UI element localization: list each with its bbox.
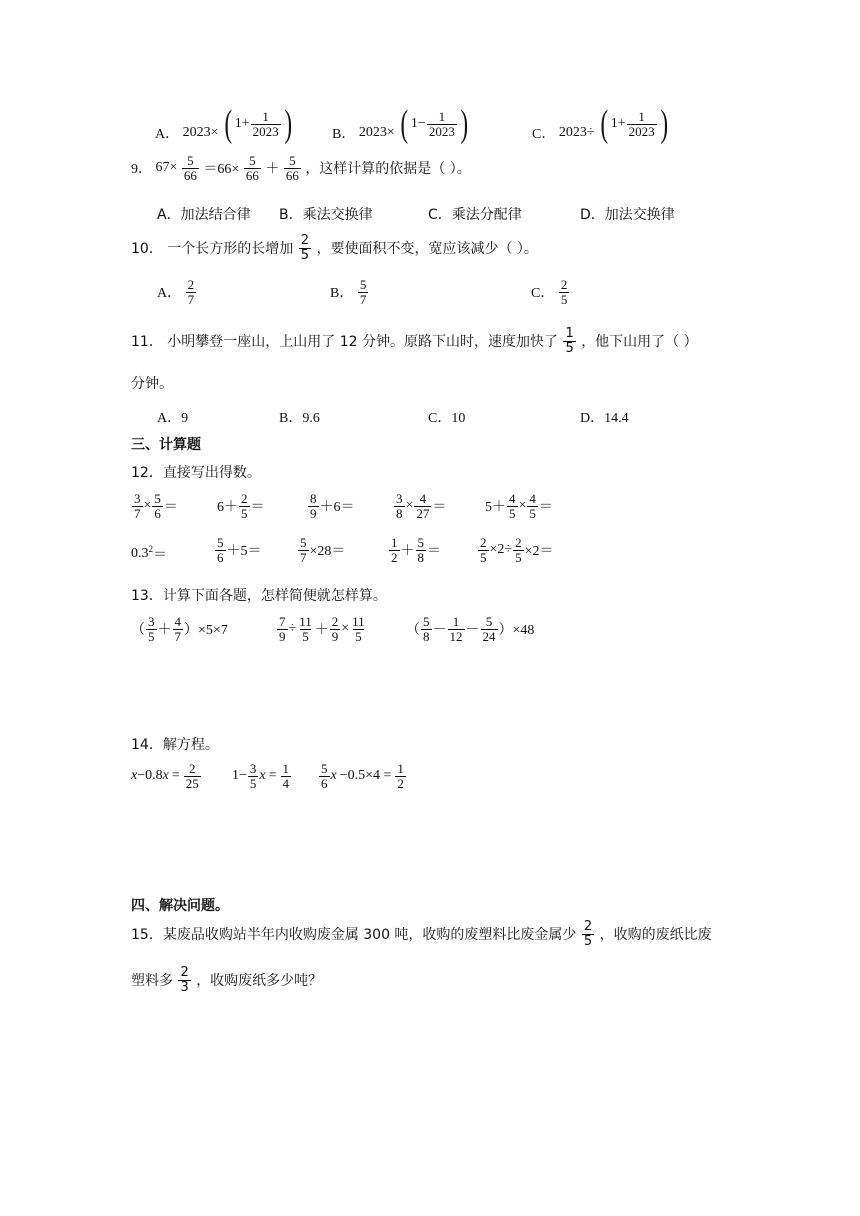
- q11-question-line2: 分钟。: [131, 376, 173, 392]
- q15-question: 15．某废品收购站半年内收购废金属 300 吨，收购的废塑料比废金属少 $\frac{2}{5}$ ，收购的废纸比废: [131, 919, 712, 949]
- q13-expr-2: $\frac{7}{9}$ ÷ $\frac{11}{5}$ ＋ $\frac{2}{9}$ × $\frac{11}{5}$: [279, 614, 365, 644]
- fraction: $\frac{1}{2023}$: [252, 108, 279, 139]
- section3-heading: 三、计算题: [131, 437, 201, 453]
- q12-title: 12．直接写出得数。: [131, 465, 261, 481]
- q12-expr-4: $\frac{3}{8}$ × $\frac{4}{27}$ ＝: [396, 491, 447, 521]
- q12-expr-3: $\frac{8}{9}$ ＋6＝: [310, 491, 355, 521]
- fraction: $\frac{1}{2023}$: [628, 108, 655, 139]
- q9-question: 9． 67× $\frac{5}{66}$ ＝66× $\frac{5}{66}$ ＋ $\frac{5}{66}$ ，这样计算的依据是（ ）。: [131, 153, 471, 183]
- q13-title: 13．计算下面各题，怎样简便就怎样算。: [131, 588, 387, 604]
- q11-option-c: C．10: [428, 411, 466, 426]
- q10-option-c: C． $\frac{2}{5}$: [531, 277, 568, 307]
- fraction: $\frac{5}{66}$: [285, 153, 299, 183]
- q8-option-c: C． 2023÷ ( 1+ $\frac{1}{2023}$ ): [532, 103, 668, 145]
- fraction: $\frac{2}{5}$: [300, 233, 310, 263]
- fraction: $\frac{5}{66}$: [183, 153, 197, 183]
- q9-option-c: C．乘法分配律: [428, 207, 522, 223]
- q13-expr-3: （ $\frac{5}{8}$ － $\frac{1}{12}$ － $\frac{5}{24}$ ）×48: [406, 614, 535, 644]
- q11-option-d: D．14.4: [580, 411, 629, 426]
- q12-expr-7: $\frac{5}{6}$ ＋5＝: [217, 535, 262, 565]
- q8-options: [0, 105, 860, 151]
- q12-expr-6: $0.3^2=$: [131, 544, 167, 564]
- fraction: $\frac{2}{5}$: [583, 919, 593, 949]
- fraction: $\frac{1}{2023}$: [428, 108, 455, 139]
- q8-option-a: A． 2023× ( 1+ $\frac{1}{2023}$ ): [155, 103, 292, 145]
- section4-heading: 四、解决问题。: [131, 898, 229, 914]
- q14-eq-2: 1− $\frac{3}{5}$ x = $\frac{1}{4}$: [232, 761, 290, 791]
- q12-expr-5: 5＋ $\frac{4}{5}$ × $\frac{4}{5}$ ＝: [485, 491, 553, 521]
- q13-expr-1: （ $\frac{3}{5}$ ＋ $\frac{4}{7}$ ）×5×7: [131, 614, 228, 644]
- fraction: $\frac{1}{5}$: [565, 326, 574, 356]
- q10-option-b: B． $\frac{5}{7}$: [330, 277, 367, 307]
- q8-option-b: B． 2023× ( 1− $\frac{1}{2023}$ ): [332, 103, 468, 145]
- q11-question: 11． 小明攀登一座山，上山用了 12 分钟。原路下山时，速度加快了 $\frac{1}{5}$ ，他下山用了（ ）: [131, 326, 698, 356]
- q12-expr-10: $\frac{2}{5}$ ×2÷ $\frac{2}{5}$ ×2＝: [480, 535, 554, 565]
- q11-option-a: A．9: [157, 411, 189, 426]
- q9-option-d: D．加法交换律: [580, 207, 675, 223]
- q12-expr-9: $\frac{1}{2}$ ＋ $\frac{5}{8}$ ＝: [391, 535, 441, 565]
- q10-option-a: A． $\frac{2}{7}$: [157, 277, 195, 307]
- q14-eq-1: x−0.8x = $\frac{2}{25}$: [131, 761, 199, 791]
- q12-expr-8: $\frac{5}{7}$ ×28＝: [300, 535, 346, 565]
- q10-question: 10． 一个长方形的长增加 $\frac{2}{5}$ ，要使面积不变，宽应该减少（ ）。: [131, 233, 538, 263]
- q9-option-a: A．加法结合律: [157, 207, 251, 223]
- q15-question-line2: 塑料多 $\frac{2}{3}$ ，收购废纸多少吨？: [131, 965, 323, 995]
- q11-option-b: B．9.6: [279, 411, 320, 426]
- q12-expr-2: 6＋ $\frac{2}{5}$ ＝: [217, 491, 265, 521]
- fraction: $\frac{5}{66}$: [245, 153, 259, 183]
- q12-expr-1: $\frac{3}{7}$ × $\frac{5}{6}$ ＝: [134, 491, 178, 521]
- q9-option-b: B．乘法交换律: [279, 207, 373, 223]
- fraction: $\frac{2}{3}$: [180, 965, 189, 995]
- q14-eq-3: $\frac{5}{6}$ x −0.5×4 = $\frac{1}{2}$: [321, 761, 404, 791]
- q14-title: 14．解方程。: [131, 737, 219, 753]
